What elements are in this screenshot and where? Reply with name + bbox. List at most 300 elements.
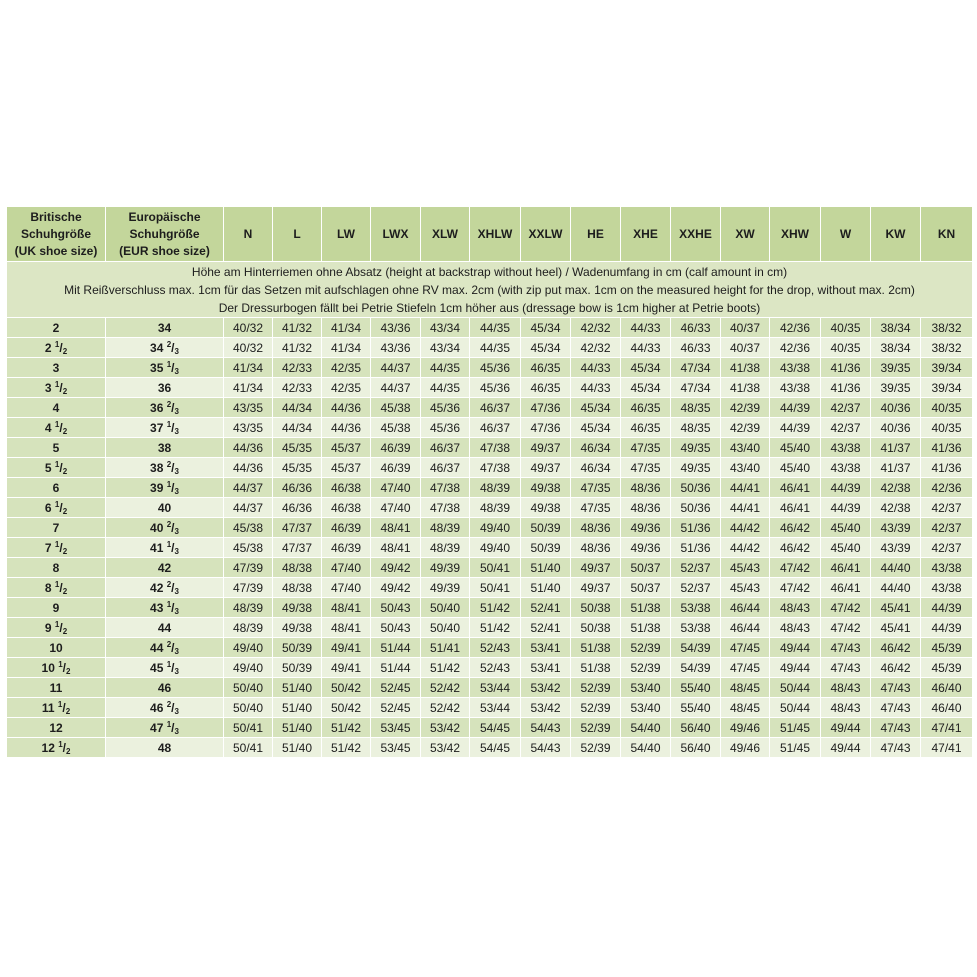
fraction-slash: / xyxy=(59,540,63,555)
measurement-cell: 51/40 xyxy=(273,718,322,738)
measurement-cell: 51/36 xyxy=(671,538,721,558)
uk-size-cell xyxy=(7,458,106,478)
measurement-cell: 51/44 xyxy=(371,638,421,658)
fraction-numerator: 2 xyxy=(166,699,172,709)
measurement-cell: 46/39 xyxy=(371,438,421,458)
uk-size-cell xyxy=(7,718,106,738)
measurement-cell: 41/32 xyxy=(273,338,322,358)
measurement-cell: 47/38 xyxy=(470,458,521,478)
size-column-header: HE xyxy=(571,207,621,262)
measurement-cell: 43/38 xyxy=(821,458,871,478)
measurement-cell: 53/40 xyxy=(621,678,671,698)
measurement-cell: 42/33 xyxy=(273,378,322,398)
measurement-cell: 53/38 xyxy=(671,618,721,638)
measurement-cell: 48/43 xyxy=(821,678,871,698)
fraction-numerator: 2 xyxy=(166,399,172,409)
measurement-cell: 46/39 xyxy=(371,458,421,478)
fraction-numerator: 1 xyxy=(166,359,172,369)
measurement-cell: 39/35 xyxy=(871,378,921,398)
size-number: 11 xyxy=(49,680,63,695)
measurement-cell: 46/35 xyxy=(621,398,671,418)
measurement-cell: 45/39 xyxy=(921,638,973,658)
size-number: 46 xyxy=(157,680,172,695)
measurement-cell: 49/37 xyxy=(521,458,571,478)
size-number: 43 xyxy=(150,600,164,615)
uk-size-cell xyxy=(7,618,106,638)
fraction-slash: / xyxy=(171,340,175,355)
eur-size-cell xyxy=(106,478,224,498)
measurement-cell: 40/37 xyxy=(721,338,770,358)
fraction-denominator: 2 xyxy=(62,506,68,516)
measurement-cell: 49/37 xyxy=(571,558,621,578)
measurement-cell: 43/39 xyxy=(871,518,921,538)
size-number: 5 xyxy=(44,460,52,475)
eur-size-cell xyxy=(106,438,224,458)
size-number: 48 xyxy=(157,740,172,755)
measurement-cell: 45/37 xyxy=(322,438,371,458)
measurement-cell: 49/40 xyxy=(224,658,273,678)
measurement-cell: 46/42 xyxy=(770,538,821,558)
measurement-cell: 45/43 xyxy=(721,558,770,578)
measurement-cell: 54/39 xyxy=(671,638,721,658)
measurement-cell: 49/41 xyxy=(322,638,371,658)
size-number: 5 xyxy=(52,440,60,455)
measurement-cell: 47/43 xyxy=(871,678,921,698)
fraction-numerator: 1 xyxy=(166,599,172,609)
measurement-cell: 43/34 xyxy=(421,338,470,358)
measurement-cell: 51/42 xyxy=(322,738,371,758)
measurement-cell: 44/40 xyxy=(871,558,921,578)
measurement-cell: 44/39 xyxy=(921,598,973,618)
measurement-cell: 43/36 xyxy=(371,318,421,338)
measurement-cell: 47/38 xyxy=(470,438,521,458)
measurement-cell: 44/35 xyxy=(470,318,521,338)
measurement-cell: 49/44 xyxy=(821,738,871,758)
measurement-cell: 40/35 xyxy=(821,338,871,358)
uk-size-cell xyxy=(7,338,106,358)
measurement-cell: 50/41 xyxy=(224,718,273,738)
size-number: 11 xyxy=(41,700,55,715)
fraction-numerator: 1 xyxy=(58,659,63,669)
measurement-cell: 50/44 xyxy=(770,678,821,698)
size-row xyxy=(7,318,973,338)
measurement-cell: 50/38 xyxy=(571,598,621,618)
measurement-cell: 46/42 xyxy=(770,518,821,538)
measurement-cell: 42/38 xyxy=(871,498,921,518)
measurement-cell: 52/45 xyxy=(371,698,421,718)
measurement-cell: 47/38 xyxy=(421,498,470,518)
fraction-slash: / xyxy=(59,460,63,475)
measurement-cell: 38/34 xyxy=(871,338,921,358)
size-row xyxy=(7,578,973,598)
eur-size-cell xyxy=(106,398,224,418)
measurement-cell: 45/36 xyxy=(421,398,470,418)
size-column-header: XXLW xyxy=(521,207,571,262)
fraction-denominator: 3 xyxy=(174,406,179,416)
fraction-denominator: 2 xyxy=(62,546,68,556)
uk-size-header: Britische Schuhgröße (UK shoe size) xyxy=(7,207,106,262)
size-number: 44 xyxy=(150,640,164,655)
measurement-cell: 44/41 xyxy=(721,478,770,498)
measurement-cell: 42/39 xyxy=(721,418,770,438)
measurement-cell: 56/40 xyxy=(671,718,721,738)
measurement-cell: 45/36 xyxy=(421,418,470,438)
measurement-cell: 51/44 xyxy=(371,658,421,678)
measurement-cell: 44/39 xyxy=(770,418,821,438)
measurement-cell: 41/37 xyxy=(871,438,921,458)
measurement-cell: 49/44 xyxy=(770,638,821,658)
uk-size-cell xyxy=(7,398,106,418)
measurement-cell: 46/41 xyxy=(770,478,821,498)
measurement-cell: 44/42 xyxy=(721,518,770,538)
measurement-cell: 41/37 xyxy=(871,458,921,478)
measurement-cell: 49/40 xyxy=(470,538,521,558)
fraction-denominator: 3 xyxy=(174,666,179,676)
size-column-header: XW xyxy=(721,207,770,262)
measurement-cell: 40/35 xyxy=(921,418,973,438)
measurement-cell: 47/34 xyxy=(671,378,721,398)
measurement-cell: 50/38 xyxy=(571,618,621,638)
measurement-cell: 46/37 xyxy=(470,418,521,438)
size-row xyxy=(7,478,973,498)
eur-size-cell xyxy=(106,318,224,338)
measurement-cell: 49/38 xyxy=(273,618,322,638)
fraction-numerator: 1 xyxy=(166,539,172,549)
fraction-denominator: 2 xyxy=(62,346,68,356)
measurement-cell: 49/39 xyxy=(421,578,470,598)
fraction-slash: / xyxy=(171,660,175,675)
eur-size-cell xyxy=(106,418,224,438)
fraction-denominator: 3 xyxy=(174,366,179,376)
eur-size-cell xyxy=(106,658,224,678)
size-number: 46 xyxy=(150,700,164,715)
measurement-cell: 51/41 xyxy=(421,638,470,658)
measurement-cell: 47/42 xyxy=(770,558,821,578)
measurement-cell: 48/43 xyxy=(770,618,821,638)
uk-size-cell xyxy=(7,438,106,458)
measurement-cell: 43/38 xyxy=(770,358,821,378)
measurement-cell: 48/41 xyxy=(322,598,371,618)
measurement-cell: 44/33 xyxy=(571,358,621,378)
measurement-cell: 44/33 xyxy=(621,338,671,358)
measurement-cell: 52/41 xyxy=(521,598,571,618)
measurement-cell: 54/43 xyxy=(521,738,571,758)
size-row xyxy=(7,398,973,418)
measurement-cell: 47/45 xyxy=(721,638,770,658)
size-number: 38 xyxy=(157,440,172,455)
measurement-cell: 56/40 xyxy=(671,738,721,758)
size-number: 34 xyxy=(157,320,172,335)
measurement-cell: 44/35 xyxy=(421,378,470,398)
measurement-cell: 48/45 xyxy=(721,678,770,698)
measurement-cell: 52/42 xyxy=(421,678,470,698)
measurement-cell: 46/33 xyxy=(671,338,721,358)
measurement-cell: 52/45 xyxy=(371,678,421,698)
measurement-cell: 43/38 xyxy=(921,578,973,598)
fraction-denominator: 3 xyxy=(174,426,179,436)
eur-size-cell xyxy=(106,358,224,378)
measurement-cell: 41/34 xyxy=(224,378,273,398)
measurement-cell: 50/41 xyxy=(470,578,521,598)
fraction-denominator: 2 xyxy=(66,666,71,676)
measurement-cell: 51/38 xyxy=(571,638,621,658)
measurement-cell: 46/41 xyxy=(821,558,871,578)
fraction-numerator: 1 xyxy=(54,619,60,629)
measurement-cell: 48/36 xyxy=(571,538,621,558)
size-number: 38 xyxy=(150,460,164,475)
measurement-cell: 46/36 xyxy=(273,498,322,518)
measurement-cell: 47/41 xyxy=(921,738,973,758)
measurement-cell: 51/38 xyxy=(621,598,671,618)
measurement-cell: 52/39 xyxy=(571,678,621,698)
measurement-cell: 43/34 xyxy=(421,318,470,338)
measurement-cell: 48/36 xyxy=(571,518,621,538)
size-column-header: XHE xyxy=(621,207,671,262)
fraction-slash: / xyxy=(171,480,175,495)
measurement-cell: 46/42 xyxy=(871,658,921,678)
measurement-cell: 52/39 xyxy=(571,698,621,718)
measurement-cell: 53/42 xyxy=(421,718,470,738)
size-row xyxy=(7,718,973,738)
size-column-header: N xyxy=(224,207,273,262)
size-column-header: XHW xyxy=(770,207,821,262)
measurement-cell: 47/35 xyxy=(621,458,671,478)
measurement-cell: 43/39 xyxy=(871,538,921,558)
size-row xyxy=(7,458,973,478)
measurement-cell: 52/43 xyxy=(470,638,521,658)
measurement-cell: 46/35 xyxy=(621,418,671,438)
size-number: 36 xyxy=(157,380,172,395)
eur-size-cell xyxy=(106,578,224,598)
notes-row xyxy=(7,262,973,318)
measurement-cell: 46/41 xyxy=(770,498,821,518)
fraction-slash: / xyxy=(171,600,175,615)
measurement-cell: 45/35 xyxy=(273,438,322,458)
size-number: 42 xyxy=(150,580,164,595)
measurement-cell: 42/37 xyxy=(821,398,871,418)
eur-size-cell xyxy=(106,718,224,738)
uk-size-cell xyxy=(7,658,106,678)
uk-size-cell xyxy=(7,318,106,338)
fraction-slash: / xyxy=(62,660,67,675)
measurement-cell: 44/36 xyxy=(224,438,273,458)
size-number: 6 xyxy=(44,500,52,515)
measurement-cell: 45/36 xyxy=(470,358,521,378)
measurement-cell: 49/38 xyxy=(521,478,571,498)
measurement-cell: 47/34 xyxy=(671,358,721,378)
fraction-slash: / xyxy=(171,460,175,475)
measurement-cell: 50/42 xyxy=(322,698,371,718)
size-number: 10 xyxy=(41,660,55,675)
measurement-cell: 49/41 xyxy=(322,658,371,678)
size-number: 9 xyxy=(44,620,52,635)
measurement-cell: 51/38 xyxy=(571,658,621,678)
size-number: 35 xyxy=(150,360,164,375)
fraction-slash: / xyxy=(62,700,66,715)
measurement-cell: 48/39 xyxy=(421,538,470,558)
size-number: 3 xyxy=(44,380,52,395)
fraction-slash: / xyxy=(59,580,63,595)
uk-size-cell xyxy=(7,498,106,518)
size-row xyxy=(7,638,973,658)
measurement-cell: 47/42 xyxy=(821,598,871,618)
measurement-cell: 42/36 xyxy=(770,318,821,338)
fraction-slash: / xyxy=(59,340,63,355)
measurement-cell: 46/38 xyxy=(322,498,371,518)
fraction-numerator: 2 xyxy=(166,339,172,349)
measurement-cell: 49/36 xyxy=(621,518,671,538)
measurement-cell: 44/37 xyxy=(224,478,273,498)
measurement-cell: 43/36 xyxy=(371,338,421,358)
eur-size-cell xyxy=(106,378,224,398)
measurement-cell: 54/40 xyxy=(621,718,671,738)
measurement-cell: 44/36 xyxy=(224,458,273,478)
fraction-slash: / xyxy=(62,740,67,755)
measurement-cell: 44/34 xyxy=(273,398,322,418)
measurement-cell: 44/39 xyxy=(921,618,973,638)
measurement-cell: 49/46 xyxy=(721,718,770,738)
size-number: 8 xyxy=(52,560,60,575)
size-number: 39 xyxy=(150,480,164,495)
fraction-denominator: 2 xyxy=(62,626,68,636)
size-column-header: XHLW xyxy=(470,207,521,262)
fraction-slash: / xyxy=(171,700,175,715)
measurement-cell: 45/41 xyxy=(871,618,921,638)
eur-size-cell xyxy=(106,698,224,718)
size-row xyxy=(7,678,973,698)
measurement-cell: 48/36 xyxy=(621,478,671,498)
measurement-cell: 49/44 xyxy=(821,718,871,738)
measurement-cell: 51/40 xyxy=(273,698,322,718)
measurement-cell: 54/40 xyxy=(621,738,671,758)
size-column-header: KN xyxy=(921,207,973,262)
fraction-numerator: 1 xyxy=(166,719,172,729)
size-number: 10 xyxy=(49,640,63,655)
measurement-cell: 47/36 xyxy=(521,398,571,418)
size-number: 4 xyxy=(44,420,52,435)
measurement-cell: 42/37 xyxy=(921,518,973,538)
measurement-cell: 46/34 xyxy=(571,458,621,478)
measurement-cell: 51/40 xyxy=(273,738,322,758)
measurement-cell: 44/33 xyxy=(621,318,671,338)
measurement-cell: 42/32 xyxy=(571,338,621,358)
size-row xyxy=(7,558,973,578)
measurement-cell: 49/38 xyxy=(273,598,322,618)
eur-size-cell xyxy=(106,458,224,478)
fraction-denominator: 2 xyxy=(62,386,68,396)
measurement-cell: 49/37 xyxy=(521,438,571,458)
measurement-cell: 47/36 xyxy=(521,418,571,438)
measurement-cell: 47/40 xyxy=(371,498,421,518)
uk-size-cell xyxy=(7,738,106,758)
measurement-cell: 51/36 xyxy=(671,518,721,538)
measurement-cell: 46/42 xyxy=(871,638,921,658)
measurement-cell: 53/45 xyxy=(371,718,421,738)
measurement-cell: 41/34 xyxy=(322,338,371,358)
measurement-cell: 41/36 xyxy=(921,458,973,478)
measurement-cell: 46/35 xyxy=(521,378,571,398)
fraction-denominator: 3 xyxy=(174,466,179,476)
size-row xyxy=(7,378,973,398)
measurement-cell: 40/36 xyxy=(871,418,921,438)
fraction-slash: / xyxy=(59,380,63,395)
eur-size-cell xyxy=(106,638,224,658)
measurement-cell: 47/41 xyxy=(921,718,973,738)
measurement-cell: 50/40 xyxy=(224,698,273,718)
measurement-cell: 44/33 xyxy=(571,378,621,398)
size-row xyxy=(7,498,973,518)
measurement-cell: 51/42 xyxy=(322,718,371,738)
measurement-cell: 50/40 xyxy=(224,678,273,698)
measurement-cell: 42/37 xyxy=(921,538,973,558)
measurement-cell: 49/40 xyxy=(224,638,273,658)
measurement-cell: 44/37 xyxy=(224,498,273,518)
measurement-cell: 51/40 xyxy=(521,558,571,578)
size-column-header: LW xyxy=(322,207,371,262)
measurement-cell: 45/40 xyxy=(770,458,821,478)
measurement-cell: 52/39 xyxy=(571,718,621,738)
fraction-slash: / xyxy=(59,500,63,515)
fraction-slash: / xyxy=(171,360,175,375)
measurement-cell: 42/35 xyxy=(322,358,371,378)
measurement-cell: 50/43 xyxy=(371,618,421,638)
measurement-cell: 47/39 xyxy=(224,578,273,598)
measurement-cell: 52/41 xyxy=(521,618,571,638)
measurement-cell: 49/44 xyxy=(770,658,821,678)
measurement-cell: 45/34 xyxy=(571,418,621,438)
size-column-header: XXHE xyxy=(671,207,721,262)
fraction-denominator: 2 xyxy=(66,746,71,756)
uk-size-cell xyxy=(7,518,106,538)
size-number: 37 xyxy=(150,420,164,435)
measurement-cell: 52/37 xyxy=(671,558,721,578)
size-number: 2 xyxy=(44,340,52,355)
note-line: Mit Reißverschluss max. 1cm für das Setzen mit aufschlagen ohne RV max. 2cm (with zip put max. 1cm on the measured height for the drop, without max. 2cm) xyxy=(64,282,915,297)
measurement-cell: 47/35 xyxy=(571,498,621,518)
measurement-cell: 48/36 xyxy=(621,498,671,518)
fraction-denominator: 3 xyxy=(174,646,179,656)
measurement-cell: 49/36 xyxy=(621,538,671,558)
measurement-cell: 44/37 xyxy=(371,378,421,398)
fraction-numerator: 1 xyxy=(166,479,172,489)
uk-size-cell xyxy=(7,598,106,618)
measurement-cell: 46/37 xyxy=(421,438,470,458)
measurement-cell: 44/35 xyxy=(421,358,470,378)
eur-size-cell xyxy=(106,518,224,538)
measurement-cell: 45/34 xyxy=(621,378,671,398)
fraction-numerator: 1 xyxy=(54,539,60,549)
size-row xyxy=(7,538,973,558)
fraction-numerator: 1 xyxy=(54,579,60,589)
size-number: 41 xyxy=(150,540,164,555)
measurement-cell: 46/40 xyxy=(921,678,973,698)
measurement-cell: 38/34 xyxy=(871,318,921,338)
size-column-header: KW xyxy=(871,207,921,262)
eur-size-header: Europäische Schuhgröße (EUR shoe size) xyxy=(106,207,224,262)
measurement-cell: 44/37 xyxy=(371,358,421,378)
measurement-cell: 53/41 xyxy=(521,638,571,658)
measurement-cell: 50/40 xyxy=(421,598,470,618)
uk-size-cell xyxy=(7,698,106,718)
measurement-cell: 50/40 xyxy=(421,618,470,638)
measurement-cell: 52/43 xyxy=(470,658,521,678)
size-row xyxy=(7,518,973,538)
measurement-cell: 40/32 xyxy=(224,318,273,338)
measurement-cell: 45/38 xyxy=(224,518,273,538)
measurement-cell: 47/35 xyxy=(571,478,621,498)
measurement-cell: 48/38 xyxy=(273,578,322,598)
measurement-cell: 43/38 xyxy=(821,438,871,458)
